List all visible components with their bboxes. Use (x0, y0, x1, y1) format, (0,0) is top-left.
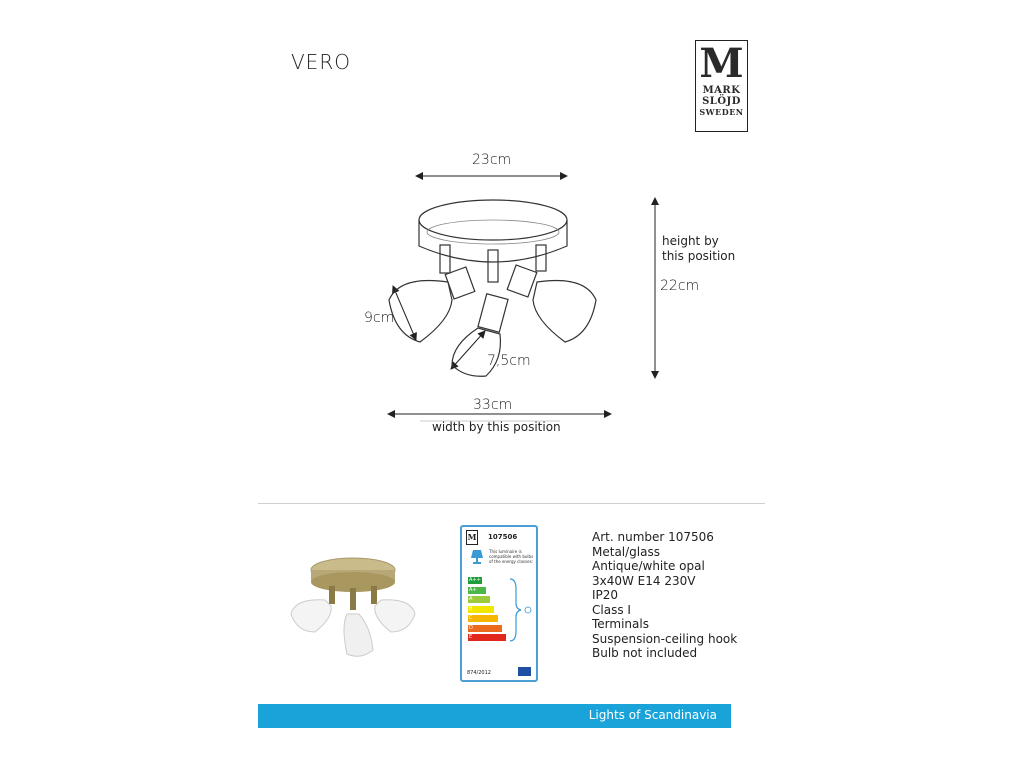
dimension-total-width: 33cm (473, 397, 513, 413)
spec-item: Terminals (592, 617, 649, 631)
dimension-height: 22cm (660, 278, 700, 294)
energy-label (460, 525, 538, 682)
brand-logo-line1: MARK (702, 85, 741, 96)
brace-bulb-icon (508, 577, 536, 643)
energy-class-bar: A++ (469, 577, 481, 583)
footer-tagline: Lights of Scandinavia (588, 708, 717, 722)
energy-class-bar: E (468, 634, 506, 641)
dimension-height-note: height by this position (662, 234, 736, 263)
energy-class-bar: C (468, 615, 498, 622)
lamp-icon (470, 549, 484, 565)
spec-list (592, 530, 737, 661)
energy-class-bar: B (468, 606, 494, 613)
spec-item: Suspension-ceiling hook (592, 631, 738, 646)
energy-label-regulation: 874/2012 (467, 670, 491, 676)
spec-item: Antique/white opal (592, 559, 705, 573)
lamp-outline (389, 200, 596, 376)
spec-item: Art. number 107506 (592, 530, 714, 544)
spec-item: Bulb not included (592, 646, 698, 660)
energy-label-brand-icon: M (466, 530, 478, 545)
eu-flag-icon (518, 667, 531, 676)
dimension-shade-height: 9cm (364, 310, 395, 326)
dimension-shade-diameter: 7,5cm (487, 353, 531, 369)
spec-item: Class I (592, 602, 631, 617)
energy-class-bar: A (468, 596, 490, 603)
spec-item: 3x40W E14 230V (592, 573, 696, 588)
brand-logo-line3: SWEDEN (699, 107, 744, 117)
energy-label-article: 107506 (488, 533, 518, 541)
brand-logo-line2: SLÖJD (702, 96, 741, 107)
product-photo (285, 550, 420, 662)
spec-item: Metal/glass (592, 544, 660, 559)
spec-item: IP20 (592, 588, 619, 602)
dimension-top-width: 23cm (472, 152, 512, 168)
footer-bar (258, 704, 731, 728)
dimension-width-note: width by this position (432, 420, 561, 434)
shade-height-arrow (393, 286, 416, 340)
section-divider (258, 503, 765, 504)
brand-logo-initial: M (699, 40, 744, 87)
energy-label-compat-text: This luminaire is compatible with bulbs of the energy classes: (489, 549, 534, 564)
energy-class-bar: D (468, 625, 502, 632)
product-title: VERO (291, 50, 351, 74)
energy-class-bar: A+ (468, 587, 486, 594)
